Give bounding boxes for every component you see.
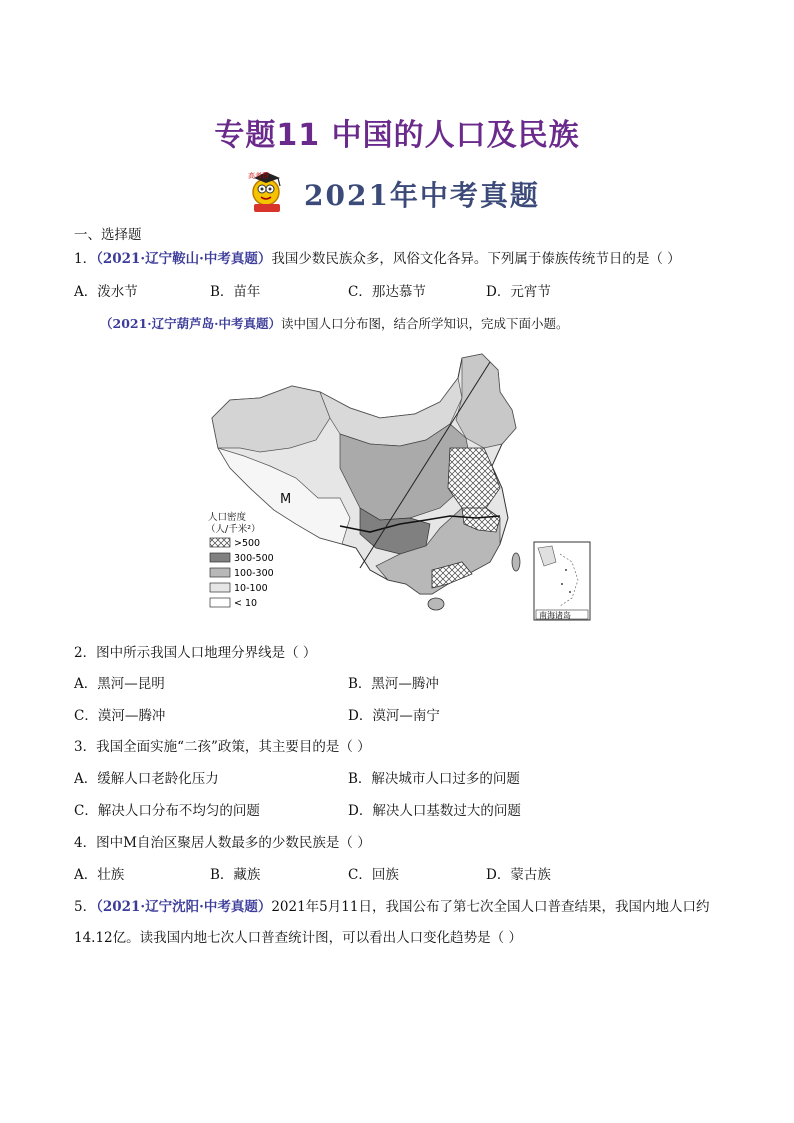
question-5 bbox=[74, 898, 709, 916]
legend-swatch bbox=[210, 598, 230, 607]
option-d[interactable]: D．漠河—南宁 bbox=[348, 708, 440, 724]
legend-label: 300-500 bbox=[234, 553, 274, 564]
option-a[interactable]: A．黑河—昆明 bbox=[74, 676, 165, 692]
question-5-continued: 14.12亿。读我国内地七次人口普查统计图，可以看出人口变化趋势是（ ） bbox=[74, 930, 522, 946]
question-source: （2021·辽宁鞍山·中考真题） bbox=[96, 251, 272, 267]
option-d[interactable]: D．蒙古族 bbox=[486, 867, 551, 883]
map-label-m: M bbox=[280, 492, 292, 507]
option-b[interactable]: B．解决城市人口过多的问题 bbox=[348, 771, 520, 787]
question-text: 2021年5月11日，我国公布了第七次全国人口普查结果，我国内地人口约 bbox=[271, 899, 710, 915]
china-population-map bbox=[200, 348, 600, 626]
option-b[interactable]: B．苗年 bbox=[210, 284, 261, 300]
group-source: （2021·辽宁葫芦岛·中考真题） bbox=[100, 316, 281, 331]
question-number: 5． bbox=[74, 899, 97, 915]
option-d[interactable]: D．元宵节 bbox=[486, 284, 551, 300]
option-a[interactable]: A．泼水节 bbox=[74, 284, 138, 300]
legend-swatch bbox=[210, 553, 230, 562]
question-number: 1． bbox=[74, 251, 97, 267]
subtitle-block bbox=[240, 168, 560, 216]
option-b[interactable]: B．藏族 bbox=[210, 867, 261, 883]
legend-title: 人口密度 bbox=[208, 512, 247, 523]
option-c[interactable]: C．漠河—腾冲 bbox=[74, 708, 166, 724]
question-source: （2021·辽宁沈阳·中考真题） bbox=[96, 899, 272, 915]
south-china-sea-inset bbox=[534, 542, 590, 620]
option-b[interactable]: B．黑河—腾冲 bbox=[348, 676, 439, 692]
taiwan-island bbox=[512, 553, 520, 571]
legend-swatch bbox=[210, 583, 230, 592]
svg-text:高考帮: 高考帮 bbox=[248, 172, 269, 180]
question-2: 2．图中所示我国人口地理分界线是（ ） bbox=[74, 645, 317, 661]
map-legend bbox=[206, 511, 274, 609]
question-text: 我国少数民族众多，风俗文化各异。下列属于傣族传统节日的是（ ） bbox=[271, 251, 681, 267]
legend-label: < 10 bbox=[234, 598, 258, 609]
question-1 bbox=[74, 250, 681, 268]
mascot-logo-icon bbox=[240, 168, 296, 216]
inset-label: 南海诸岛 bbox=[539, 611, 571, 620]
option-a[interactable]: A．缓解人口老龄化压力 bbox=[74, 771, 219, 787]
legend-swatch bbox=[210, 568, 230, 577]
option-a[interactable]: A．壮族 bbox=[74, 867, 125, 883]
question-3: 3．我国全面实施“二孩”政策，其主要目的是（ ） bbox=[74, 739, 371, 755]
question-4: 4．图中M自治区聚居人数最多的少数民族是（ ） bbox=[74, 835, 371, 851]
legend-label: >500 bbox=[234, 538, 261, 549]
option-c[interactable]: C．解决人口分布不均匀的问题 bbox=[74, 803, 260, 819]
group-text: 读中国人口分布图，结合所学知识，完成下面小题。 bbox=[281, 316, 569, 331]
legend-swatch bbox=[210, 538, 230, 547]
section-heading: 一、选择题 bbox=[74, 227, 142, 243]
option-c[interactable]: C．那达慕节 bbox=[348, 284, 426, 300]
subtitle: 2021年中考真题 bbox=[304, 179, 540, 212]
legend-label: 100-300 bbox=[234, 568, 274, 579]
option-d[interactable]: D．解决人口基数过大的问题 bbox=[348, 803, 521, 819]
option-c[interactable]: C．回族 bbox=[348, 867, 399, 883]
hainan-island bbox=[428, 598, 444, 610]
group-stem bbox=[100, 315, 569, 333]
page-title: 专题11 中国的人口及民族 bbox=[214, 118, 580, 153]
legend-label: 10-100 bbox=[234, 583, 268, 594]
legend-unit: （人/千米²） bbox=[206, 524, 261, 535]
